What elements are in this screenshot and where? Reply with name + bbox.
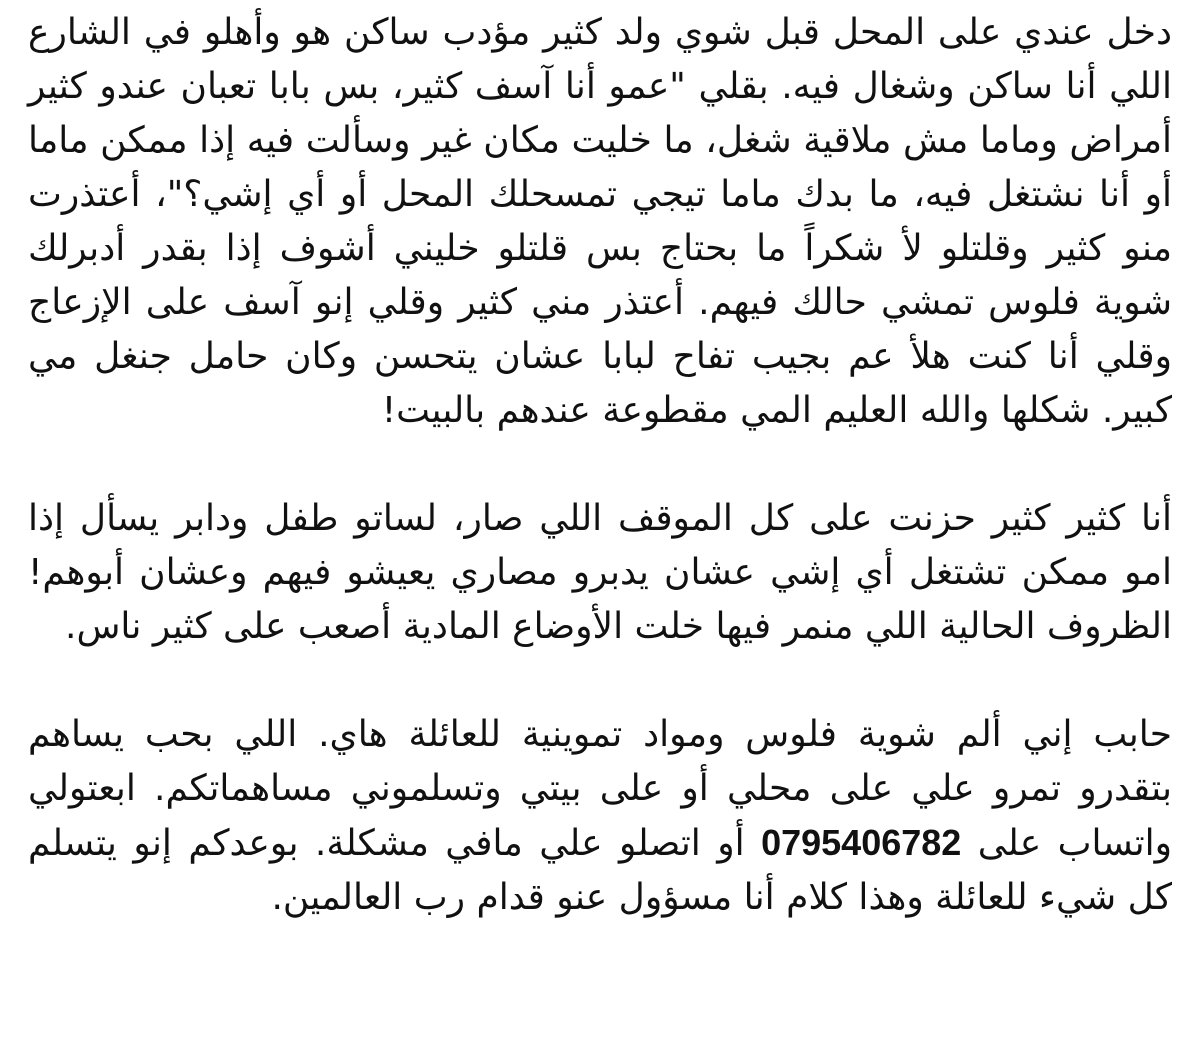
paragraph-reflection: أنا كثير كثير حزنت على كل الموقف اللي صار، لساتو طفل ودابر يسأل إذا امو ممكن تشتغل أي إشي عشان يدبرو مصاري يعيشو فيهم وعشان أبوهم! الظروف الحالية اللي منمر فيها خلت الأوضاع المادية أصعب على كثير ناس. — [28, 498, 1172, 647]
appeal-text-before-phone: حابب إني ألم شوية فلوس ومواد تموينية للعائلة هاي. اللي بحب يساهم بتقدرو تمرو علي على محلي أو على بيتي وتسلموني مساهماتكم. ابعتولي واتساب على — [28, 714, 1172, 864]
phone-number: 0795406782 — [761, 822, 962, 863]
paragraph-incident: دخل عندي على المحل قبل شوي ولد كثير مؤدب ساكن هو وأهلو في الشارع اللي أنا ساكن وشغال فيه. بقلي "عمو أنا آسف كثير، بس بابا تعبان عندو كثير أمراض وماما مش ملاقية شغل، ما خليت مكان غير وسألت فيه إذا ممكن ماما أو أنا نشتغل فيه، ما بدك ماما تيجي تمسحلك المحل أو أي إشي؟"، أعتذرت منو كثير وقلتلو لأ شكراً ما بحتاج بس قلتلو خليني أشوف إذا بقدر أدبرلك شوية فلوس تمشي حالك فيهم. أعتذر مني كثير وقلي إنو آسف على الإزعاج وقلي أنا كنت هلأ عم بجيب تفاح لبابا عشان يتحسن وكان حامل جنغل مي كبير. شكلها والله العليم المي مقطوعة عندهم بالبيت! — [28, 12, 1172, 431]
appeal-text-after-phone: أو اتصلو علي مافي مشكلة. بوعدكم إنو يتسلم كل شيء للعائلة وهذا كلام أنا مسؤول عنو قدام رب العالمين. — [28, 823, 1172, 918]
paragraph-appeal — [28, 708, 1172, 925]
